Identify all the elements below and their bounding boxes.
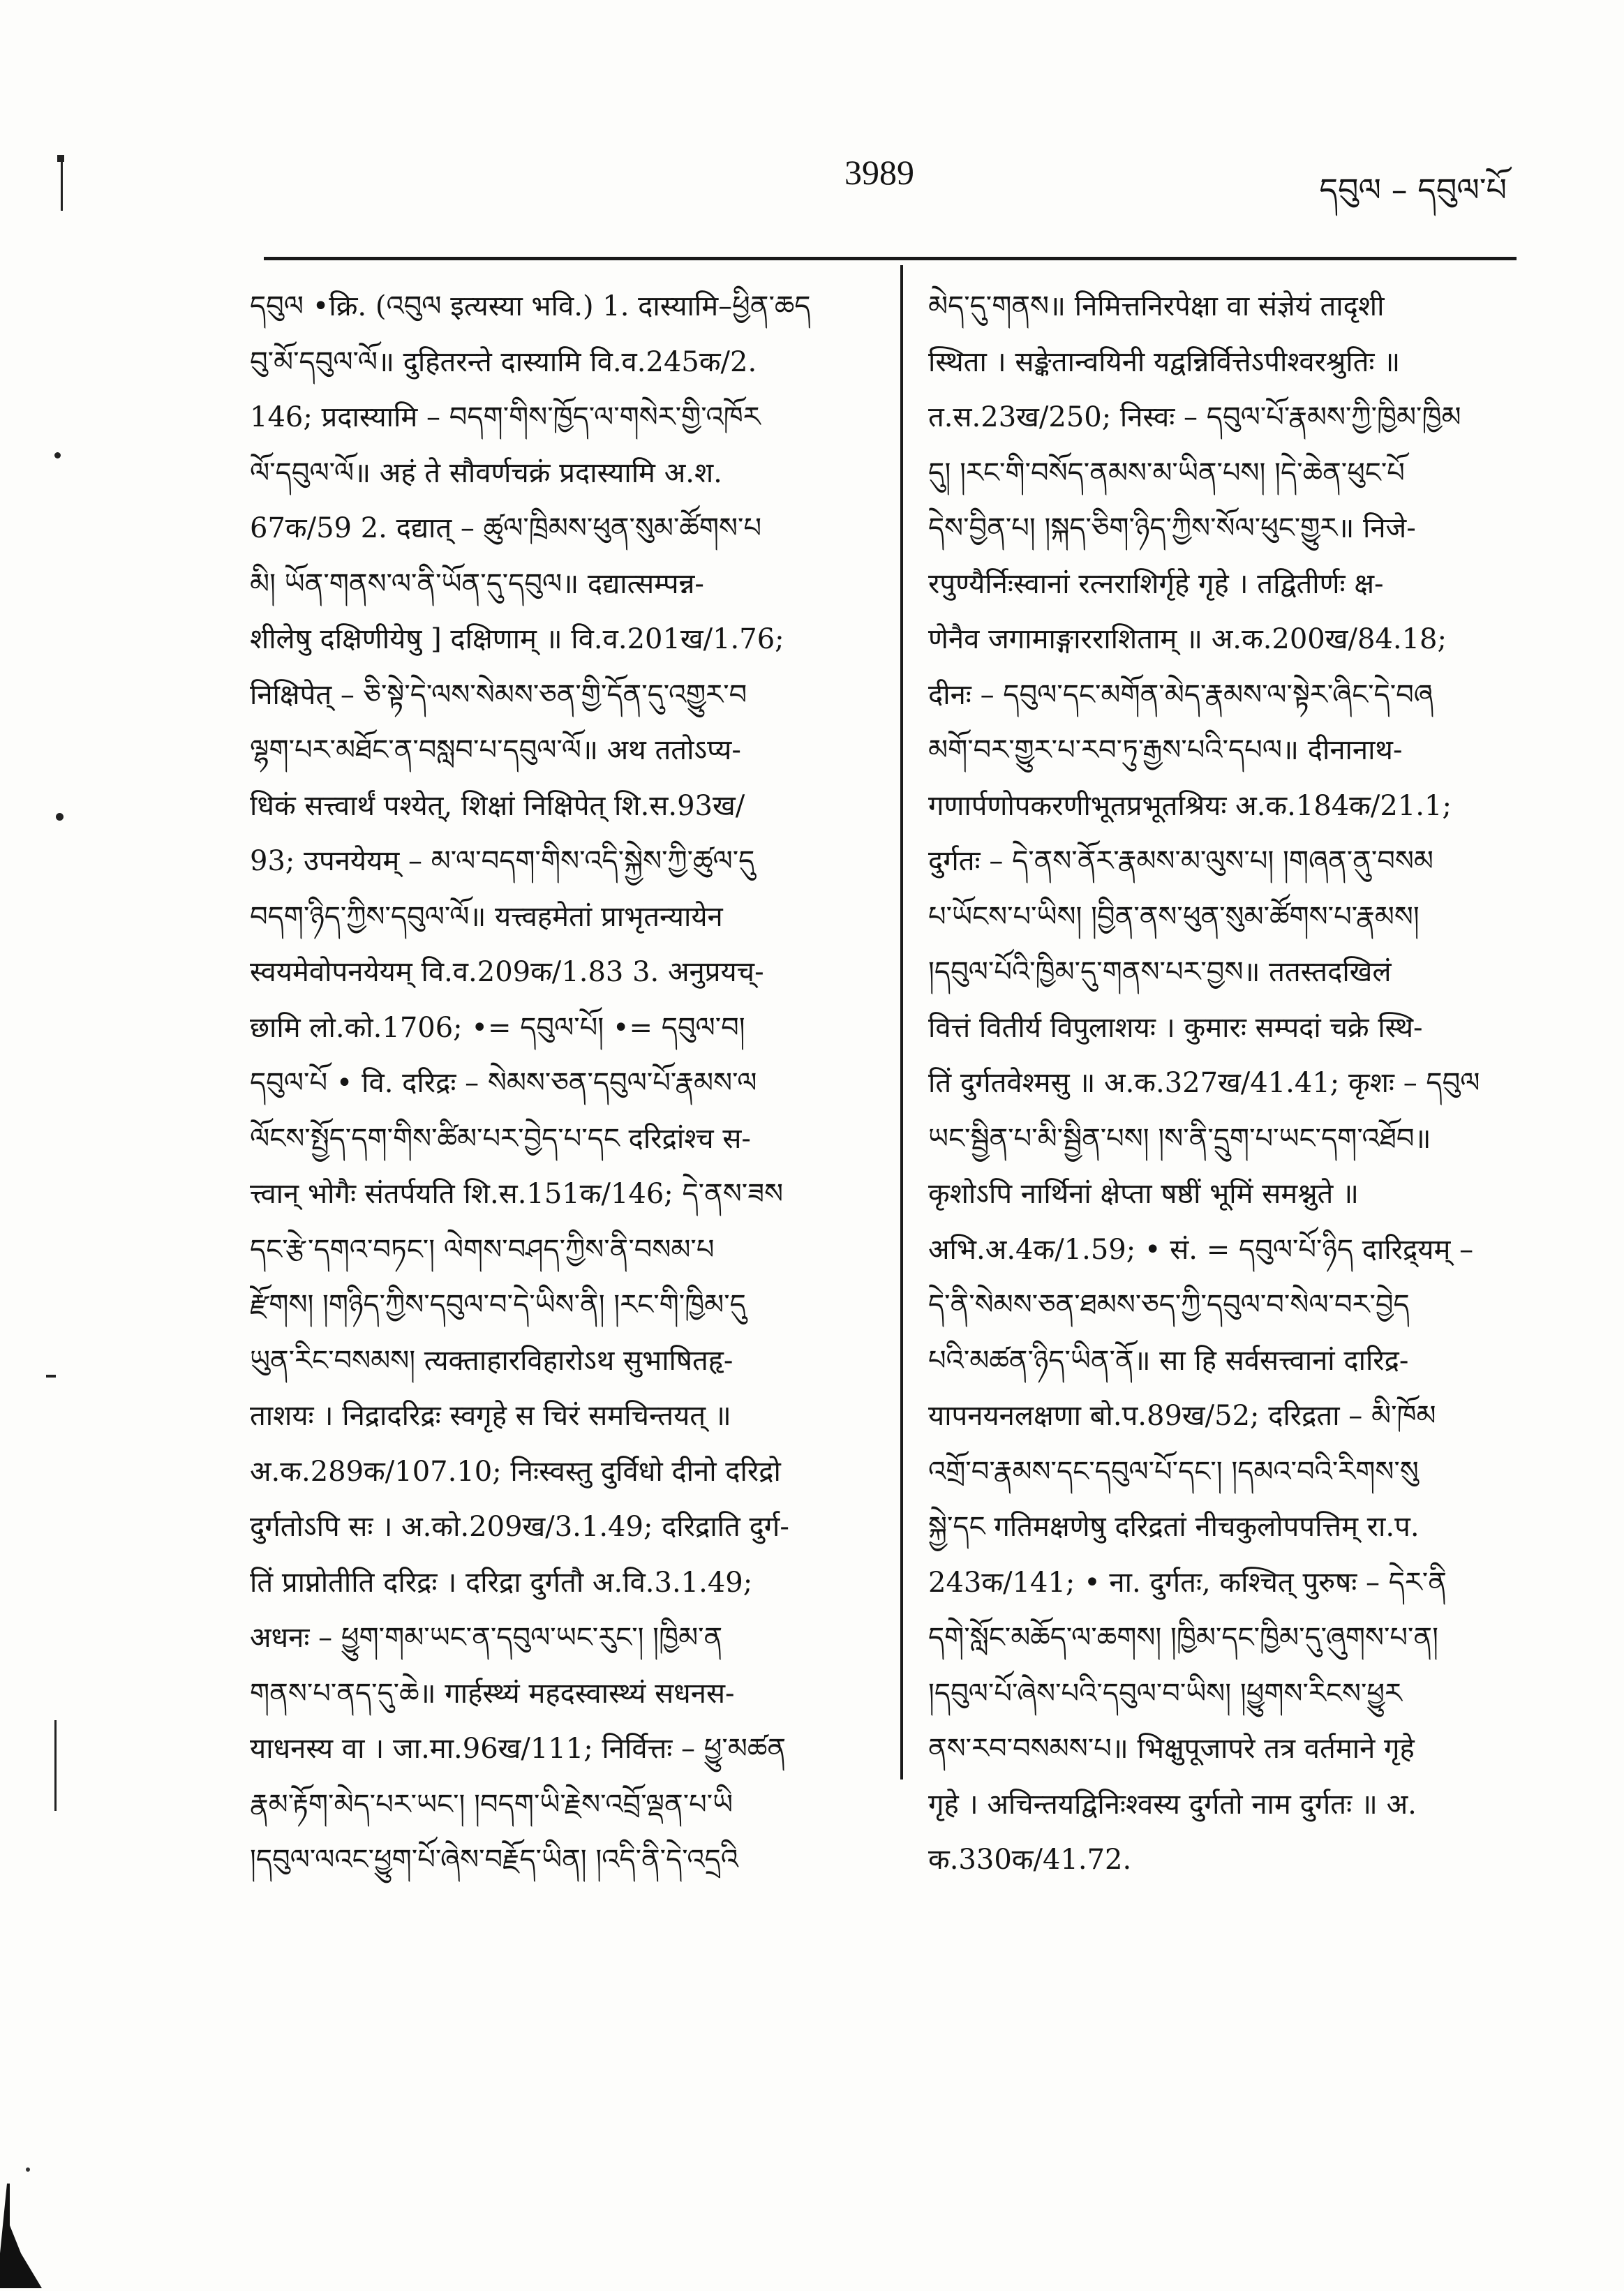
text-line: णेनैव जगामाङ्गारराशिताम् ॥ अ.क.200ख/84.18; xyxy=(928,623,1447,655)
running-head: དབུལ – དབུལ་པོ xyxy=(1319,171,1507,209)
text-line: །དབུལ་པོའི་ཁྱིམ་དུ་གནས་པར་བྱས॥ ततस्तदखिलं xyxy=(928,956,1392,988)
text-line: ताशयः । निद्रादरिद्रः स्वगृहे स चिरं समचिन्तयत् ॥ xyxy=(250,1400,731,1432)
text-line: མེད་དུ་གནས॥ निमित्तनिरपेक्षा वा संज्ञेयं तादृशी xyxy=(928,290,1385,322)
text-line: क.330क/41.72. xyxy=(928,1844,1132,1876)
text-line: དང་རྩེ་དགའ་བཏང་། ལེགས་བཤད་ཀྱིས་ནི་བསམ་པ xyxy=(250,1233,715,1266)
text-line: དེ་ནི་སེམས་ཅན་ཐམས་ཅད་ཀྱི་དབུལ་བ་སེལ་བར་བྱེད xyxy=(928,1289,1410,1321)
text-line: 67क/59 2. दद्यात् – ཚུལ་ཁྲིམས་ཕུན་སུམ་ཚོགས་པ xyxy=(250,512,762,544)
text-line: गणार्पणोपकरणीभूतप्रभूतश्रियः अ.क.184क/21.1; xyxy=(928,789,1452,822)
text-line: ལྷག་པར་མཐོང་ན་བསླབ་པ་དབུལ་ལོ॥ अथ ततोऽप्य- xyxy=(250,734,741,766)
text-line: ལོངས་སྤྱོད་དག་གིས་ཚིམ་པར་བྱེད་པ་དང दरिद्रांश्च स- xyxy=(250,1122,751,1155)
text-line: वित्तं वितीर्य विपुलाशयः । कुमारः सम्पदां चक्रे स्थि- xyxy=(928,1011,1423,1044)
right-column xyxy=(928,279,1528,1888)
text-line: མི། ཡོན་གནས་ལ་ནི་ཡོན་དུ་དབུལ॥ दद्यात्सम्पन्न- xyxy=(250,567,704,600)
text-line: स्थिता । सङ्केतान्वयिनी यद्वन्निर्वित्तेऽपीश्वरश्रुतिः ॥ xyxy=(928,345,1401,378)
text-line: ཡང་སྦྱིན་པ་མི་སྦྱིན་པས། །ས་ནི་དྲུག་པ་ཡང་དག་འཐོབ॥ xyxy=(928,1122,1431,1155)
text-line: དེས་བྱིན་པ། །སྐད་ཅིག་ཉིད་ཀྱིས་སོལ་ཕུང་གྱུར॥ निजे- xyxy=(928,512,1416,544)
text-line: दुर्गतः – དེ་ནས་ནོར་རྣམས་མ་ལུས་པ། །གཞན་ནུ་བསམ xyxy=(928,845,1433,877)
text-line: निक्षिपेत् – ཅི་སྟེ་དེ་ལས་སེམས་ཅན་གྱི་དོན་དུ་འགྱུར་བ xyxy=(250,678,747,711)
text-line: गृहे । अचिन्तयद्विनिःश्वस्य दुर्गतो नाम दुर्गतः ॥ अ. xyxy=(928,1788,1417,1821)
text-line: རྣམ་རྟོག་མེད་པར་ཡང་། །བདག་ཡི་རྗེས་འབྲོ་ལྡན་པ་ཡི xyxy=(250,1788,733,1821)
text-line: 243क/141; • ना. दुर्गतः, कश्चित् पुरुषः – དེར་ནི xyxy=(928,1566,1447,1599)
margin-tick xyxy=(57,155,64,162)
text-line: པའི་མཚན་ཉིད་ཡིན་ནོ॥ सा हि सर्वसत्त्वानां दारिद्र- xyxy=(928,1344,1409,1377)
column-divider xyxy=(900,265,903,1779)
text-line: དགེ་སློང་མཆོད་ལ་ཆགས། །ཁྱིམ་དང་ཁྱིམ་དུ་ཞུགས་པ་ན། xyxy=(928,1622,1438,1654)
header-rule xyxy=(264,257,1517,260)
text-line: དུ། །རང་གི་བསོད་ནམས་མ་ཡིན་པས། །དེ་ཆེན་ཕུང་པོ xyxy=(928,456,1405,489)
text-line: तिं प्राप्नोतीति दरिद्रः । दरिद्रा दुर्गतौ अ.वि.3.1.49; xyxy=(250,1566,753,1599)
text-line: त्त्वान् भोगैः संतर्पयति शि.स.151क/146; དེ་ནས་ཟས xyxy=(250,1178,784,1210)
margin-dash xyxy=(46,1375,56,1378)
text-line: 93; उपनयेयम् – མ་ལ་བདག་གིས་འདི་སྐྱེས་ཀྱི་ཚུལ་དུ xyxy=(250,845,755,877)
margin-dot xyxy=(56,813,64,821)
text-line: दीनः – དབུལ་དང་མགོན་མེད་རྣམས་ལ་སྟེར་ཞིང་དེ་བཞ xyxy=(928,678,1433,711)
text-line: स्वयमेवोपनयेयम् वि.व.209क/1.83 3. अनुप्रयच्- xyxy=(250,956,764,988)
text-line: སྐྱེ་དང गतिमक्षणेषु दरिद्रतां नीचकुलोपपत्तिम् रा.प. xyxy=(928,1511,1420,1543)
text-line: མགོ་བར་གྱུར་པ་རབ་ཏུ་རྒྱས་པའི་དཔལ॥ दीनानाथ- xyxy=(928,734,1403,766)
text-line: དབུལ •क्रि. (འབུལ इत्यस्या भवि.) 1. दास्यामि–ཕྱིན་ཆད xyxy=(250,290,811,322)
margin-dot xyxy=(54,452,61,458)
text-line: །དབུལ་པོ་ཞེས་པའི་དབུལ་བ་ཡིས། །ཕྱུགས་རིངས་ཕྱུར xyxy=(928,1677,1402,1710)
text-line: འགྲོ་བ་རྣམས་དང་དབུལ་པོ་དང་། །དམའ་བའི་རིགས་སུ xyxy=(928,1455,1419,1488)
text-line: याधनस्य वा । जा.मा.96ख/111; निर्वित्तः – ཕྱུ་མཚན xyxy=(250,1733,786,1765)
text-line: रपुण्यैर्निःस्वानां रत्नराशिर्गृहे गृहे । तद्वितीर्णः क्ष- xyxy=(928,567,1384,600)
text-line: त.स.23ख/250; निस्वः – དབུལ་པོ་རྣམས་ཀྱི་ཁྱིམ་ཁྱིམ xyxy=(928,401,1461,433)
text-line: པ་ཡོངས་པ་ཡིས། །བྱིན་ནས་ཕུན་སུམ་ཚོགས་པ་རྣམས། xyxy=(928,900,1420,933)
text-line: अधनः – ཕྱུག་གམ་ཡང་ན་དབུལ་ཡང་རུང་། །ཁྱིམ་ན xyxy=(250,1622,723,1654)
scan-edge xyxy=(0,2149,63,2288)
margin-tick xyxy=(54,1720,57,1811)
text-line: བུ་མོ་དབུལ་ལོ॥ दुहितरन्ते दास्यामि वि.व.245क/2. xyxy=(250,345,757,378)
text-line: ཡུན་རིང་བསམས། त्यक्ताहारविहारोऽथ सुभाषितहृ- xyxy=(250,1344,733,1377)
text-line: ལོ་དབུལ་ལོ॥ अहं ते सौवर्णचक्रं प्रदास्यामि अ.श. xyxy=(250,456,722,489)
margin-tick xyxy=(61,162,63,211)
text-line: कृशोऽपि नार्थिनां क्षेप्ता षष्ठीं भूमिं समश्नुते ॥ xyxy=(928,1178,1359,1210)
text-line: यापनयनलक्षणा बो.प.89ख/52; दरिद्रता – མི་ཁོམ xyxy=(928,1400,1436,1432)
text-line: दुर्गतोऽपि सः । अ.को.209ख/3.1.49; दरिद्राति दुर्ग- xyxy=(250,1511,789,1543)
text-line: अभि.अ.4क/1.59; • सं. = དབུལ་པོ་ཉིད दारिद्र्यम् – xyxy=(928,1233,1474,1266)
text-line: धिकं सत्त्वार्थं पश्येत्, शिक्षां निक्षिपेत् शि.स.93ख/ xyxy=(250,789,745,822)
text-line: རྫོགས། །གཉིད་ཀྱིས་དབུལ་བ་དེ་ཡིས་ནི། །རང་གི་ཁྱིམ་དུ xyxy=(250,1289,746,1321)
text-line: 146; प्रदास्यामि – བདག་གིས་ཁྱོད་ལ་གསེར་གྱི་འཁོར xyxy=(250,401,761,433)
text-line: शीलेषु दक्षिणीयेषु ] दक्षिणाम् ॥ वि.व.201ख/1.76; xyxy=(250,623,784,655)
text-line: तिं दुर्गतवेश्मसु ॥ अ.क.327ख/41.41; कृशः – དབུལ xyxy=(928,1067,1480,1099)
left-column xyxy=(250,279,878,1888)
text-line: अ.क.289क/107.10; निःस्वस्तु दुर्विधो दीनो दरिद्रो xyxy=(250,1455,781,1488)
text-line: །དབུལ་ལའང་ཕྱུག་པོ་ཞེས་བརྗོད་ཡིན། །འདི་ནི་དེ་འདྲའི xyxy=(250,1844,738,1876)
text-line: དབུལ་པོ • वि. दरिद्रः – སེམས་ཅན་དབུལ་པོ་རྣམས་ལ xyxy=(250,1067,757,1099)
text-line: छामि लो.को.1706; •= དབུལ་པོ། •= དབུལ་བ། xyxy=(250,1011,745,1044)
text-line: ནས་རབ་བསམས་པ॥ भिक्षुपूजापरे तत्र वर्तमाने गृहे xyxy=(928,1733,1415,1765)
page-number: 3989 xyxy=(844,153,914,192)
text-line: གནས་པ་ནད་དུ་ཆེ॥ गार्हस्थ्यं महदस्वास्थ्यं सधनस- xyxy=(250,1677,735,1710)
text-line: བདག་ཉིད་ཀྱིས་དབུལ་ལོ॥ यत्त्वहमेतां प्राभृतन्यायेन xyxy=(250,900,723,933)
